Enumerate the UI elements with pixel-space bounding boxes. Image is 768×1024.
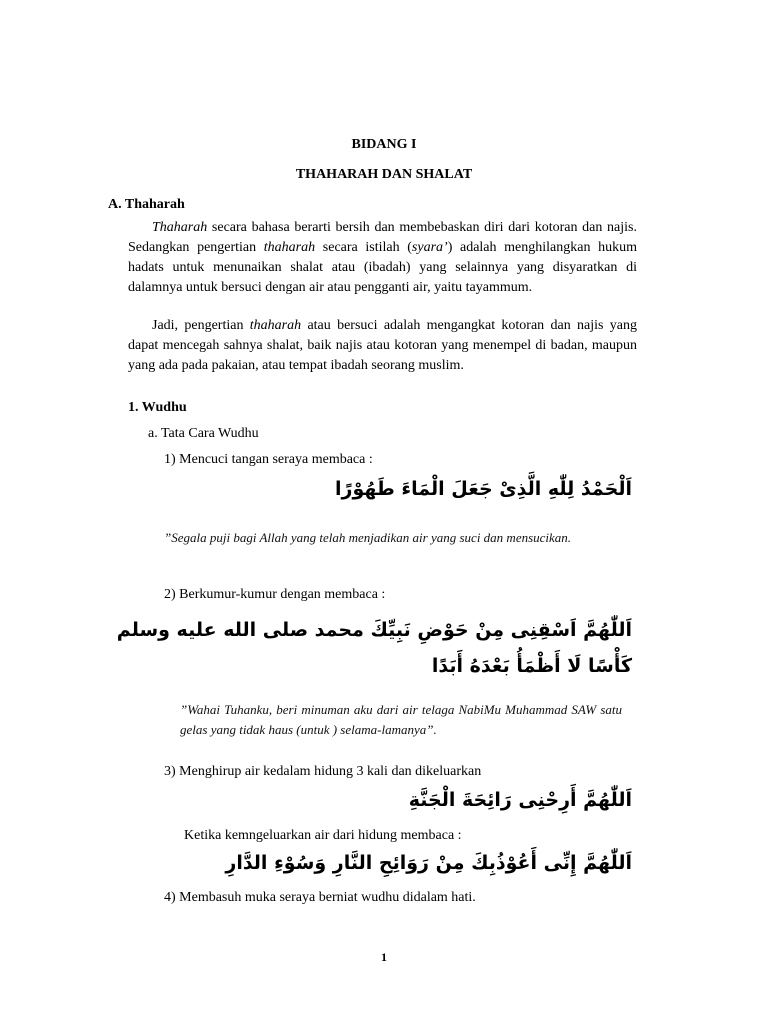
step-4: 4) Membasuh muka seraya berniat wudhu didalam hati. [164,890,476,905]
paragraph-definition [128,218,637,298]
step-1: 1) Mencuci tangan seraya membaca : [164,452,373,467]
step-3-exhale: Ketika kemngeluarkan air dari hidung membaca : [184,828,462,843]
paragraph-text: ) adalah menghilangkan hukum hadats untuk menunaikan shalat atau (ibadah) yang selainnya yang disyaratkan di dalamnya untuk bersuci dengan air atau pengganti air, yaitu tayammum. [128,240,637,295]
step-2: 2) Berkumur-kumur dengan membaca : [164,587,386,602]
translation-1: ”Segala puji bagi Allah yang telah menjadikan air yang suci dan mensucikan. [164,530,572,545]
paragraph-text: atau bersuci adalah mengangkat kotoran dan najis yang dapat mencegah sahnya shalat, baik najis atau kotoran yang menempel di badan, maupun yang ada pada pakaian, atau tempat ibadah seorang muslim. [128,318,637,373]
page-number: 1 [381,950,387,964]
translation-2: ”Wahai Tuhanku, beri minuman aku dari air telaga NabiMu Muhammad SAW satu gelas yang tidak haus (untuk ) selama-lamanya”. [180,702,622,737]
term-thaharah: thaharah [249,318,302,333]
dua-3-arabic: اَللّٰهُمَّ أَرِحْنِى رَائِحَةَ الْجَنَّةِ [408,789,632,811]
subsection-heading: a. Tata Cara Wudhu [148,426,259,441]
paragraph-text: secara bahasa berarti bersih dan membebaskan diri dari kotoran dan najis. Sedangkan pengertian [128,220,637,255]
dua-2-arabic: اَللّٰهُمَّ اَسْقِنِى مِنْ حَوْضِ نَبِيِّكَ محمد صلى الله عليه وسلم كَأْسًا لَا أَظْمَأُ بَعْدَهُ أَبَدًا [116,619,632,677]
dua-4-arabic: اَللّٰهُمَّ إِنِّى أَعُوْذُبِكَ مِنْ رَوَائِحِ النَّارِ وَسُوْءِ الدَّارِ [225,852,632,874]
section-heading-thaharah: A. Thaharah [108,197,185,212]
term-syara: syara’ [411,240,448,255]
dua-1-arabic: اَلْحَمْدُ لِلّٰهِ الَّذِىْ جَعَلَ الْمَاءَ طَهُوْرًا [335,478,632,500]
chapter-heading: BIDANG I [351,137,417,152]
paragraph-text: Jadi, pengertian [152,318,250,333]
chapter-title: THAHARAH DAN SHALAT [295,167,473,182]
term-thaharah: thaharah [263,240,316,255]
paragraph-text: secara istilah ( [315,240,412,255]
paragraph-summary [128,316,637,376]
step-3: 3) Menghirup air kedalam hidung 3 kali dan dikeluarkan [164,764,482,779]
term-thaharah: Thaharah [152,220,208,235]
section-heading-wudhu: 1. Wudhu [128,400,187,415]
